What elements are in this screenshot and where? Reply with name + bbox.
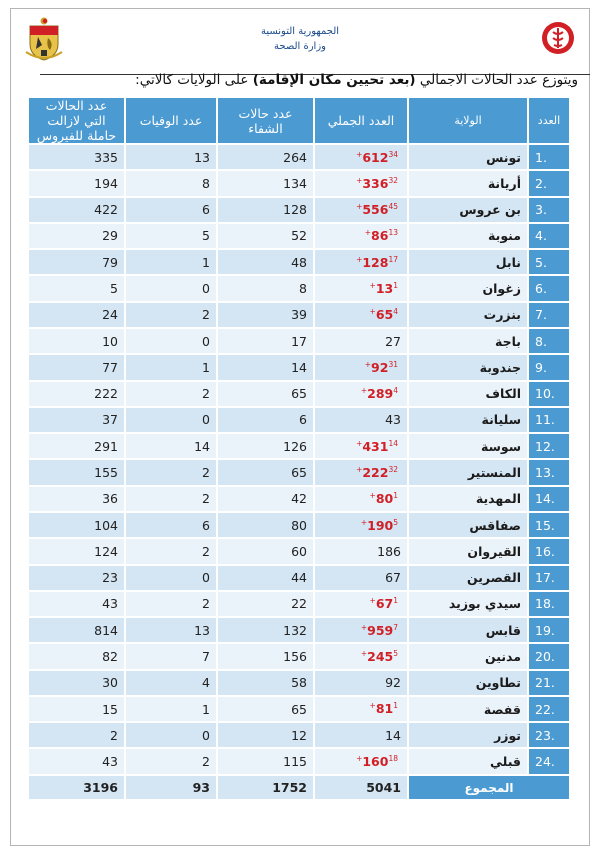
row-deaths: 2	[126, 539, 216, 563]
row-total-cell	[315, 198, 407, 222]
row-deaths: 0	[126, 276, 216, 300]
row-governorate: تطاوين	[409, 671, 527, 695]
row-total-cell	[315, 671, 407, 695]
row-increase: 45+	[356, 202, 398, 212]
row-total-cell	[315, 723, 407, 747]
row-total-cell	[315, 460, 407, 484]
row-total: 27	[385, 333, 401, 349]
intro-sentence	[38, 72, 578, 88]
row-increase: 32+	[356, 464, 398, 474]
row-active: 43	[29, 749, 124, 774]
row-total: 959	[367, 622, 394, 638]
row-governorate: قفصة	[409, 697, 527, 721]
table-row	[29, 487, 569, 511]
row-total-cell	[315, 250, 407, 274]
row-total-cell	[315, 487, 407, 511]
row-active: 29	[29, 224, 124, 248]
row-deaths: 5	[126, 224, 216, 248]
row-governorate: باجة	[409, 329, 527, 353]
row-recovered: 58	[218, 671, 313, 695]
row-total: 160	[362, 754, 389, 770]
row-total: 336	[362, 176, 389, 191]
totals-recovered: 1752	[218, 776, 313, 799]
row-total: 556	[362, 202, 389, 218]
row-total-cell	[315, 618, 407, 642]
row-recovered: 12	[218, 723, 313, 747]
row-governorate: أريانة	[409, 171, 527, 195]
row-recovered: 65	[218, 460, 313, 484]
row-deaths: 1	[126, 250, 216, 274]
row-total-cell	[315, 513, 407, 537]
row-increase: 32+	[356, 175, 398, 185]
row-active: 124	[29, 539, 124, 563]
row-increase: 1+	[369, 701, 398, 711]
row-deaths: 2	[126, 749, 216, 774]
row-index: 12.	[529, 434, 569, 458]
row-recovered: 8	[218, 276, 313, 300]
row-governorate: القصرين	[409, 566, 527, 590]
row-recovered: 22	[218, 592, 313, 616]
row-total-cell	[315, 592, 407, 616]
row-active: 37	[29, 408, 124, 432]
row-deaths: 2	[126, 460, 216, 484]
row-governorate: المنستير	[409, 460, 527, 484]
row-increase: 4+	[369, 307, 398, 317]
row-total: 431	[362, 438, 389, 454]
table-row	[29, 276, 569, 300]
row-total: 80	[375, 491, 394, 507]
row-recovered: 126	[218, 434, 313, 458]
row-total-cell	[315, 749, 407, 774]
row-index: 18.	[529, 592, 569, 616]
row-total-cell	[315, 224, 407, 248]
row-governorate: الكاف	[409, 382, 527, 406]
row-recovered: 14	[218, 355, 313, 379]
row-total-cell	[315, 171, 407, 195]
row-active: 15	[29, 697, 124, 721]
row-governorate: قبلي	[409, 749, 527, 774]
row-active: 155	[29, 460, 124, 484]
header-active-line1: عدد الحالات التي لازالت	[45, 98, 108, 128]
row-deaths: 13	[126, 618, 216, 642]
totals-total: 5041	[315, 776, 407, 799]
row-increase: 5+	[360, 517, 398, 527]
table-row	[29, 434, 569, 458]
row-active: 194	[29, 171, 124, 195]
row-governorate: جندوبة	[409, 355, 527, 379]
row-total-cell	[315, 644, 407, 668]
row-total: 289	[367, 386, 394, 402]
intro-prefix: ويتوزع عدد الحالات الاجمالي	[419, 72, 578, 88]
row-governorate: سيدي بوزيد	[409, 592, 527, 616]
row-total: 43	[385, 412, 401, 428]
row-index: 2.	[529, 171, 569, 195]
row-total: 67	[385, 570, 401, 586]
row-index: 6.	[529, 276, 569, 300]
row-total: 92	[371, 359, 389, 375]
ministry-name: وزارة الصحة	[274, 41, 326, 52]
row-total: 245	[367, 649, 394, 665]
row-governorate: توزر	[409, 723, 527, 747]
row-index: 14.	[529, 487, 569, 511]
row-index: 21.	[529, 671, 569, 695]
table-row	[29, 618, 569, 642]
table-row	[29, 198, 569, 222]
table-header-row	[29, 98, 569, 143]
table-row	[29, 644, 569, 668]
row-deaths: 7	[126, 644, 216, 668]
row-recovered: 17	[218, 329, 313, 353]
row-increase: 1+	[369, 596, 398, 606]
row-total-cell	[315, 382, 407, 406]
row-total-cell	[315, 145, 407, 169]
row-deaths: 2	[126, 303, 216, 327]
row-recovered: 134	[218, 171, 313, 195]
row-governorate: سوسة	[409, 434, 527, 458]
row-active: 43	[29, 592, 124, 616]
row-deaths: 0	[126, 408, 216, 432]
totals-label: المجموع	[409, 776, 569, 799]
row-increase: 4+	[360, 386, 398, 396]
row-total-cell	[315, 539, 407, 563]
row-total: 81	[375, 701, 394, 717]
row-increase: 5+	[360, 648, 398, 658]
row-total-cell	[315, 276, 407, 300]
row-index: 8.	[529, 329, 569, 353]
row-index: 19.	[529, 618, 569, 642]
table-row	[29, 224, 569, 248]
row-deaths: 8	[126, 171, 216, 195]
table-row	[29, 592, 569, 616]
header-active-line2: حاملة للفيروس	[36, 128, 117, 143]
row-increase: 17+	[356, 254, 398, 264]
row-recovered: 52	[218, 224, 313, 248]
row-index: 11.	[529, 408, 569, 432]
row-deaths: 0	[126, 723, 216, 747]
row-total: 190	[367, 517, 394, 533]
row-deaths: 2	[126, 382, 216, 406]
ministry-of-health-logo-icon	[540, 20, 576, 56]
row-governorate: نابل	[409, 250, 527, 274]
row-active: 24	[29, 303, 124, 327]
row-deaths: 13	[126, 145, 216, 169]
row-deaths: 0	[126, 566, 216, 590]
row-increase: 14+	[356, 438, 398, 448]
row-active: 5	[29, 276, 124, 300]
table-row	[29, 513, 569, 537]
row-governorate: تونس	[409, 145, 527, 169]
row-increase: 13+	[364, 228, 398, 238]
totals-active: 3196	[29, 776, 124, 799]
row-index: 22.	[529, 697, 569, 721]
row-index: 17.	[529, 566, 569, 590]
row-governorate: قابس	[409, 618, 527, 642]
row-governorate: سليانة	[409, 408, 527, 432]
row-total: 128	[362, 254, 389, 270]
header-active	[29, 98, 124, 143]
row-recovered: 60	[218, 539, 313, 563]
row-total-cell	[315, 303, 407, 327]
table-row	[29, 566, 569, 590]
row-governorate: زغوان	[409, 276, 527, 300]
table-row	[29, 145, 569, 169]
table-row	[29, 671, 569, 695]
header-index: العدد	[529, 98, 569, 143]
row-total-cell	[315, 408, 407, 432]
row-recovered: 128	[218, 198, 313, 222]
table-row	[29, 329, 569, 353]
row-increase: 31+	[364, 359, 398, 369]
header-total: العدد الجملي	[315, 98, 407, 143]
row-recovered: 80	[218, 513, 313, 537]
table-row	[29, 697, 569, 721]
row-recovered: 65	[218, 697, 313, 721]
row-increase: 18+	[356, 754, 398, 764]
totals-row	[29, 776, 569, 799]
row-deaths: 6	[126, 513, 216, 537]
table-row	[29, 303, 569, 327]
row-increase: 7+	[360, 622, 398, 632]
table-row	[29, 749, 569, 774]
header-recovered: عدد حالات الشفاء	[218, 98, 313, 143]
row-deaths: 2	[126, 487, 216, 511]
row-total: 222	[362, 465, 389, 481]
row-active: 222	[29, 382, 124, 406]
row-index: 20.	[529, 644, 569, 668]
table-row	[29, 460, 569, 484]
row-active: 10	[29, 329, 124, 353]
row-index: 5.	[529, 250, 569, 274]
row-recovered: 132	[218, 618, 313, 642]
row-active: 77	[29, 355, 124, 379]
table-row	[29, 539, 569, 563]
row-index: 7.	[529, 303, 569, 327]
letterhead	[20, 14, 580, 69]
row-active: 422	[29, 198, 124, 222]
row-total: 65	[375, 307, 394, 323]
row-index: 3.	[529, 198, 569, 222]
row-index: 15.	[529, 513, 569, 537]
row-governorate: بنزرت	[409, 303, 527, 327]
row-index: 4.	[529, 224, 569, 248]
table-row	[29, 382, 569, 406]
row-recovered: 156	[218, 644, 313, 668]
row-recovered: 6	[218, 408, 313, 432]
row-active: 335	[29, 145, 124, 169]
row-deaths: 1	[126, 355, 216, 379]
row-active: 2	[29, 723, 124, 747]
row-index: 16.	[529, 539, 569, 563]
table-row	[29, 355, 569, 379]
row-total-cell	[315, 434, 407, 458]
row-total-cell	[315, 329, 407, 353]
row-total: 612	[362, 149, 389, 165]
row-recovered: 48	[218, 250, 313, 274]
row-total-cell	[315, 697, 407, 721]
row-active: 82	[29, 644, 124, 668]
row-increase: 1+	[369, 491, 398, 501]
row-governorate: بن عروس	[409, 198, 527, 222]
row-index: 23.	[529, 723, 569, 747]
row-active: 36	[29, 487, 124, 511]
row-deaths: 1	[126, 697, 216, 721]
table-row	[29, 250, 569, 274]
row-index: 9.	[529, 355, 569, 379]
row-active: 814	[29, 618, 124, 642]
intro-bold: (بعد تحيين مكان الإقامة)	[252, 72, 416, 88]
row-increase: 1+	[369, 280, 398, 290]
row-recovered: 39	[218, 303, 313, 327]
tunisia-coat-of-arms-icon	[24, 16, 64, 62]
row-deaths: 6	[126, 198, 216, 222]
row-active: 23	[29, 566, 124, 590]
row-index: 1.	[529, 145, 569, 169]
row-governorate: مدنين	[409, 644, 527, 668]
table-row	[29, 171, 569, 195]
row-deaths: 0	[126, 329, 216, 353]
row-recovered: 65	[218, 382, 313, 406]
row-total: 67	[375, 596, 394, 612]
row-total: 92	[385, 675, 401, 691]
intro-suffix: على الولايات كالاتي:	[135, 72, 249, 88]
row-deaths: 2	[126, 592, 216, 616]
row-governorate: القيروان	[409, 539, 527, 563]
row-index: 24.	[529, 749, 569, 774]
republic-name: الجمهورية التونسية	[260, 26, 340, 37]
table-row	[29, 723, 569, 747]
row-deaths: 4	[126, 671, 216, 695]
row-index: 10.	[529, 382, 569, 406]
row-total: 13	[375, 281, 394, 297]
row-active: 30	[29, 671, 124, 695]
header-governorate: الولاية	[409, 98, 527, 143]
totals-deaths: 93	[126, 776, 216, 799]
row-active: 79	[29, 250, 124, 274]
row-recovered: 264	[218, 145, 313, 169]
row-deaths: 14	[126, 434, 216, 458]
table-row	[29, 408, 569, 432]
row-governorate: صفاقس	[409, 513, 527, 537]
row-increase: 34+	[356, 149, 398, 159]
row-recovered: 115	[218, 749, 313, 774]
row-total-cell	[315, 355, 407, 379]
row-index: 13.	[529, 460, 569, 484]
row-total-cell	[315, 566, 407, 590]
row-active: 104	[29, 513, 124, 537]
row-active: 291	[29, 434, 124, 458]
row-governorate: المهدية	[409, 487, 527, 511]
row-recovered: 42	[218, 487, 313, 511]
row-recovered: 44	[218, 566, 313, 590]
row-total: 86	[371, 228, 389, 244]
row-total: 14	[385, 727, 401, 743]
header-deaths: عدد الوفيات	[126, 98, 216, 143]
governorate-cases-table	[27, 96, 571, 801]
row-governorate: منوبة	[409, 224, 527, 248]
row-total: 186	[377, 543, 401, 559]
